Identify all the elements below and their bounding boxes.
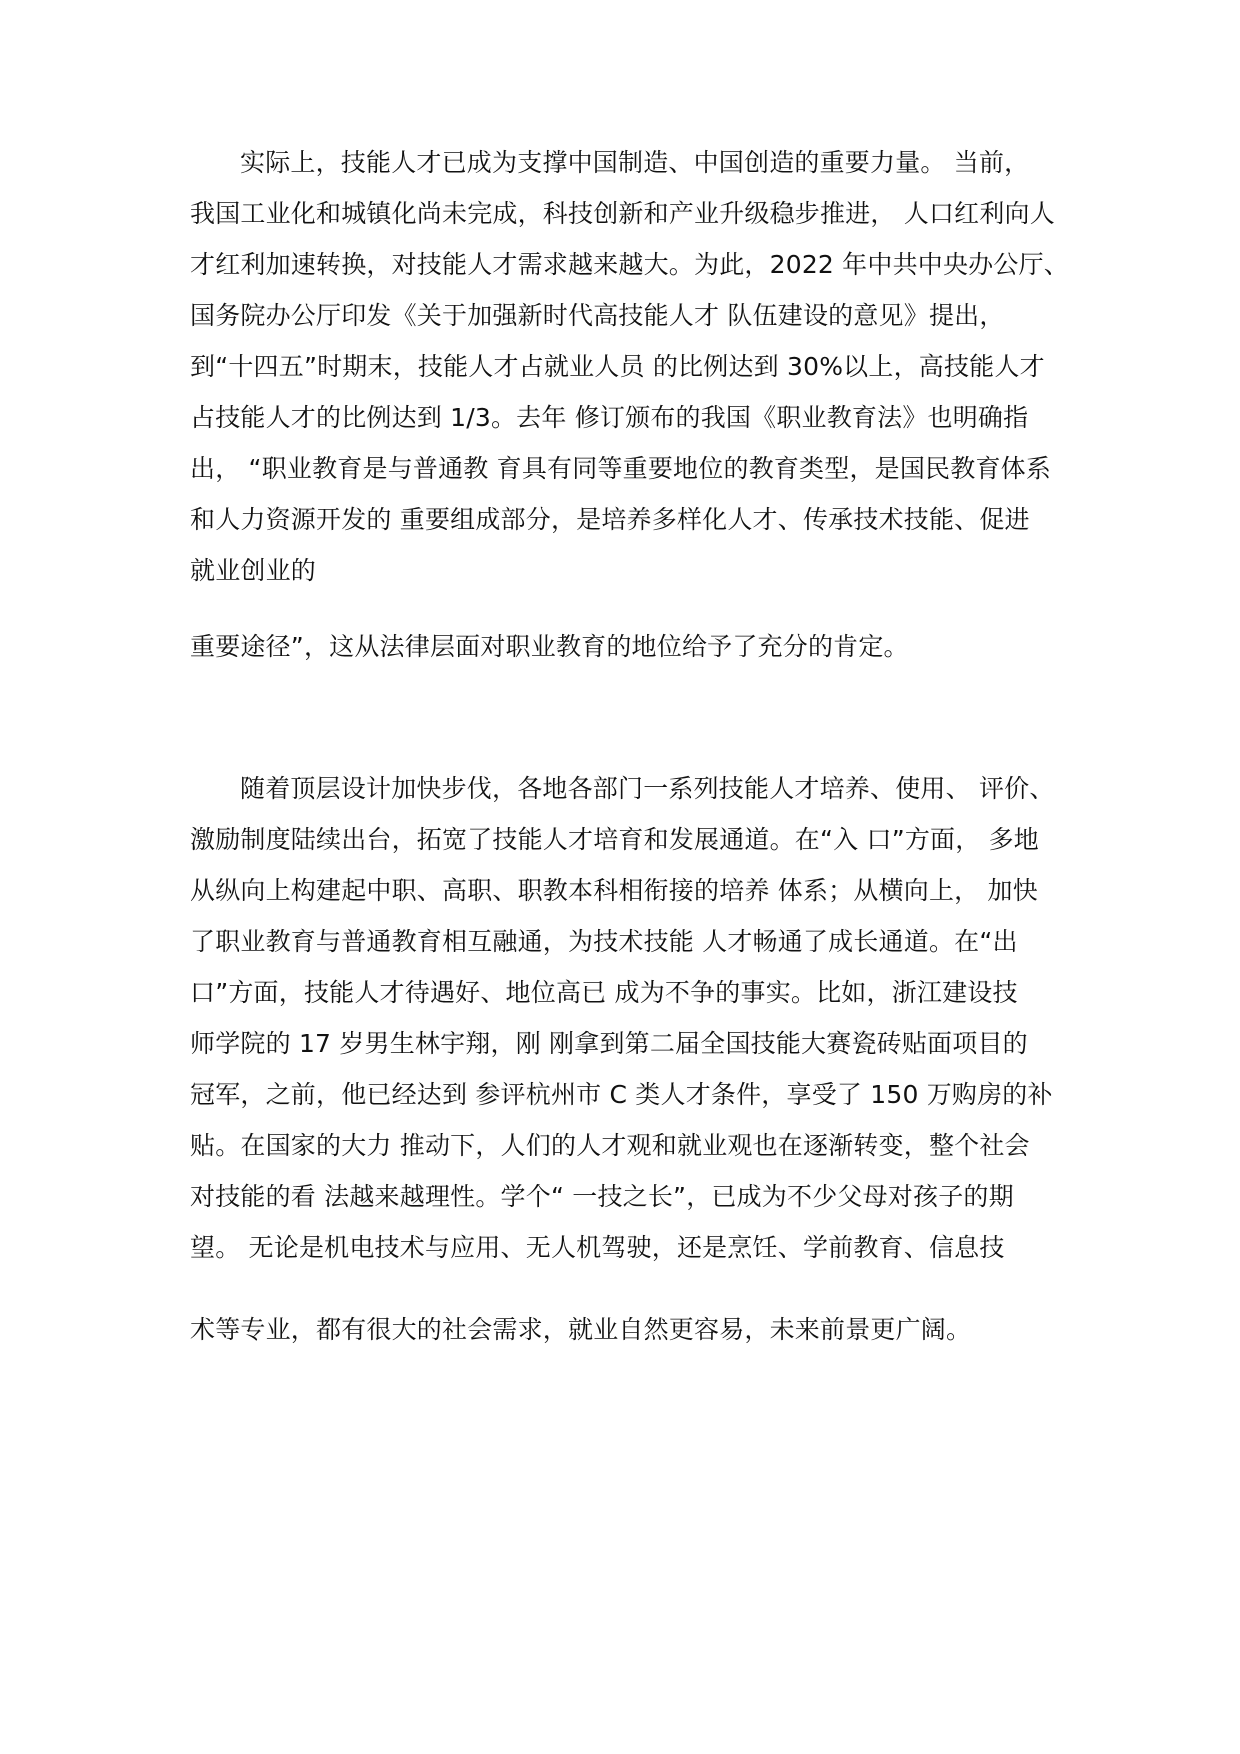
paragraph-2-line-7: 冠军，之前，他已经达到 参评杭州市 C 类人才条件，享受了 150 万购房的补 (190, 1080, 1053, 1109)
paragraph-1-line-8: 和人力资源开发的 重要组成部分，是培养多样化人才、传承技术技能、促进 (190, 505, 1030, 534)
paragraph-1-line-1: 实际上，技能人才已成为支撑中国制造、中国创造的重要力量。 当前， (240, 148, 1030, 177)
paragraph-2-line-1: 随着顶层设计加快步伐，各地各部门一系列技能人才培养、使用、 评价、 (240, 774, 1055, 803)
paragraph-1-line-4: 国务院办公厅印发《关于加强新时代高技能人才 队伍建设的意见》提出， (190, 301, 1005, 330)
paragraph-2-line-10: 望。 无论是机电技术与应用、无人机驾驶，还是烹饪、学前教育、信息技 (190, 1233, 1005, 1262)
paragraph-2-line-9: 对技能的看 法越来越理性。学个“ 一技之长”，已成为不少父母对孩子的期 (190, 1182, 1014, 1211)
paragraph-2-line-6: 师学院的 17 岁男生林宇翔，刚 刚拿到第二届全国技能大赛瓷砖贴面项目的 (190, 1029, 1028, 1058)
paragraph-1-line-9: 就业创业的 (190, 556, 317, 585)
paragraph-1-line-7: 出， “职业教育是与普通教 育具有同等重要地位的教育类型，是国民教育体系 (190, 454, 1052, 483)
paragraph-1-line-5: 到“十四五”时期末，技能人才占就业人员 的比例达到 30%以上，高技能人才 (190, 352, 1045, 381)
paragraph-1-line-6: 占技能人才的比例达到 1/3。去年 修订颁布的我国《职业教育法》也明确指 (190, 403, 1029, 432)
paragraph-1-line-2: 我国工业化和城镇化尚未完成，科技创新和产业升级稳步推进， 人口红利向人 (190, 199, 1055, 228)
paragraph-2-line-3: 从纵向上构建起中职、高职、职教本科相衔接的培养 体系；从横向上， 加快 (190, 876, 1038, 905)
paragraph-1-tail: 重要途径”，这从法律层面对职业教育的地位给予了充分的肯定。 (190, 632, 909, 661)
paragraph-2-line-2: 激励制度陆续出台，拓宽了技能人才培育和发展通道。在“入 口”方面， 多地 (190, 825, 1039, 854)
paragraph-2-line-5: 口”方面，技能人才待遇好、地位高已 成为不争的事实。比如，浙江建设技 (190, 978, 1018, 1007)
paragraph-1-line-3: 才红利加速转换，对技能人才需求越来越大。为此，2022 年中共中央办公厅、 (190, 250, 1069, 279)
paragraph-2-line-8: 贴。在国家的大力 推动下，人们的人才观和就业观也在逐渐转变，整个社会 (190, 1131, 1030, 1160)
paragraph-2-line-4: 了职业教育与普通教育相互融通，为技术技能 人才畅通了成长通道。在“出 (190, 927, 1018, 956)
paragraph-2-tail: 术等专业，都有很大的社会需求，就业自然更容易，未来前景更广阔。 (190, 1315, 972, 1344)
